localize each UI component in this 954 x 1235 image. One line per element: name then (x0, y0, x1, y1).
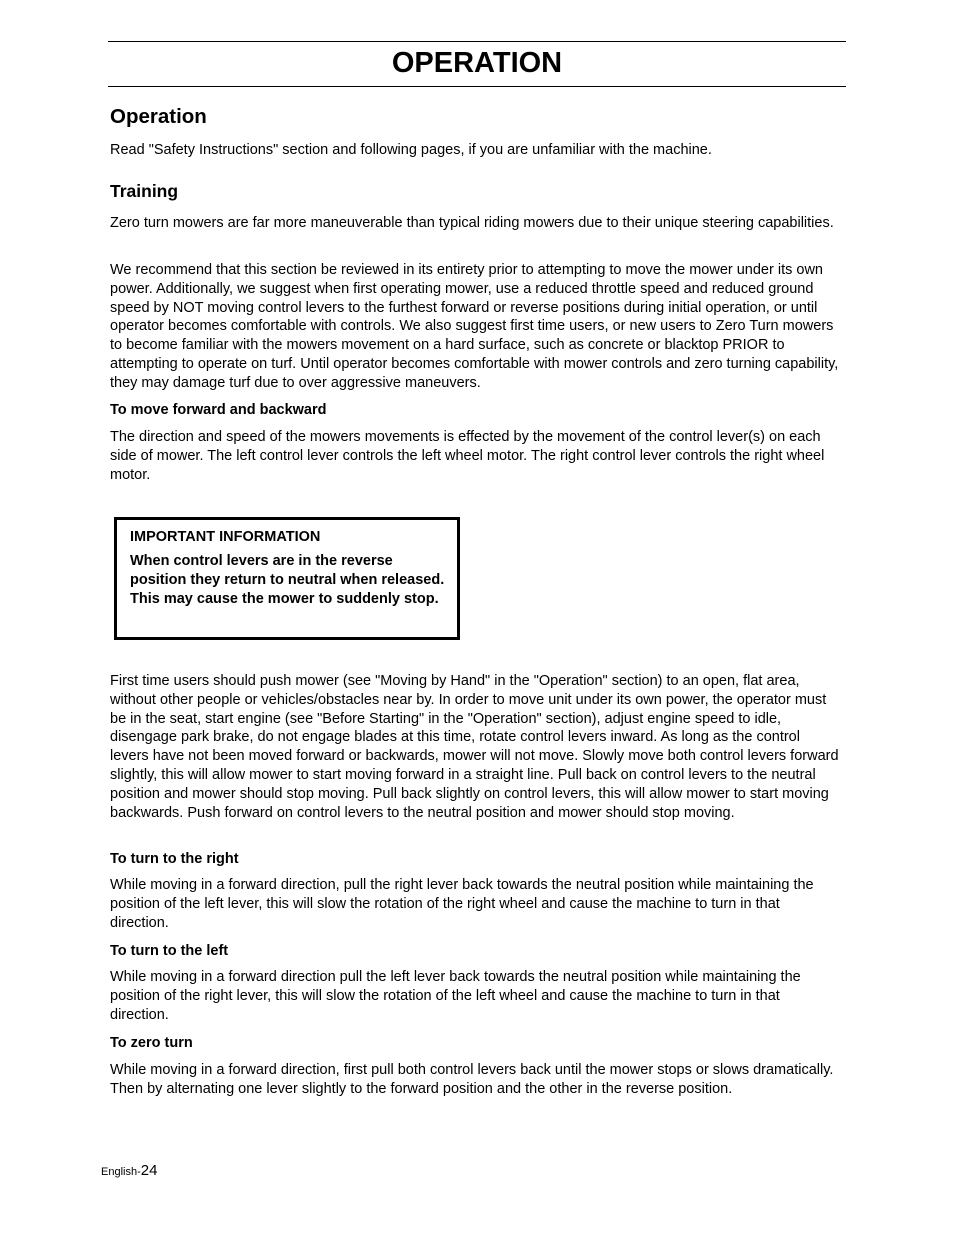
page-footer (101, 1162, 157, 1181)
turn-left-heading: To turn to the left (110, 943, 229, 959)
turn-right-text: While moving in a forward direction, pull the right lever back towards the neutral position while maintaining the position of the left lever, this will slow the rotation of the right wheel and cause the machine to turn in that direction. (110, 877, 814, 931)
header-bottom-rule (108, 86, 846, 87)
forward-backward-paragraph-2: First time users should push mower (see "Moving by Hand" in the "Operation" section) to an open, flat area, without other people or vehicles/obstacles near by. In order to move unit under its own power, the operator must be in the seat, start engine (see "Before Starting" in the "Operation" section), adjust engine speed to idle, disengage park brake, do not engage blades at this time, rotate control levers inward. As long as the control levers have not been moved forward or backwards, mower will not move. Slowly move both control levers forward slightly, this will allow mower to start moving forward in a straight line. Pull back on control levers to the neutral position and mower should stop moving. Pull back slightly on control levers, this will allow mower to start moving backwards. Push forward on control levers to the neutral position and mower should stop moving. (110, 673, 839, 821)
header-top-rule (108, 41, 846, 42)
turn-left-text: While moving in a forward direction pull the left lever back towards the neutral position while maintaining the position of the right lever, this will slow the rotation of the left wheel and cause the machine to turn in that direction. (110, 969, 801, 1023)
turn-right-heading: To turn to the right (110, 851, 239, 867)
footer-page-number: 24 (140, 1162, 158, 1179)
important-information-title: IMPORTANT INFORMATION (130, 529, 321, 545)
training-paragraph-1: Zero turn mowers are far more maneuverable than typical riding mowers due to their unique steering capabilities. (110, 215, 834, 231)
operation-heading: Operation (110, 105, 207, 128)
page-header-title: OPERATION (391, 47, 563, 79)
zero-turn-text: While moving in a forward direction, first pull both control levers back until the mower stops or slows dramatically. Then by alternating one lever slightly to the forward position and the other in the reverse position. (110, 1062, 834, 1097)
training-paragraph-2: We recommend that this section be reviewed in its entirety prior to attempting to move the mower under its own power. Additionally, we suggest when first operating mower, use a reduced throttle speed and reduced ground speed by NOT moving control levers to the furthest forward or reverse positions during initial operation, or until operator becomes comfortable with controls. We also suggest first time users, or new users to Zero Turn mowers to become familiar with the mowers movement on a hard surface, such as concrete or blacktop PRIOR to attempting to operate on turf. Until operator becomes comfortable with mower controls and zero turning capability, they may damage turf due to over aggressive maneuvers. (110, 262, 839, 391)
forward-backward-paragraph-1: The direction and speed of the mowers movements is effected by the movement of the control lever(s) on each side of mower. The left control lever controls the left wheel motor. The right control lever controls the right wheel motor. (110, 429, 825, 483)
training-heading: Training (110, 181, 179, 201)
zero-turn-heading: To zero turn (110, 1035, 193, 1051)
operation-intro: Read "Safety Instructions" section and following pages, if you are unfamiliar with the machine. (110, 142, 712, 158)
forward-backward-heading: To move forward and backward (110, 402, 327, 418)
footer-language: English- (101, 1166, 141, 1178)
important-information-text: When control levers are in the reverse position they return to neutral when released. This may cause the mower to suddenly stop. (130, 553, 445, 607)
important-information-box (114, 517, 460, 640)
